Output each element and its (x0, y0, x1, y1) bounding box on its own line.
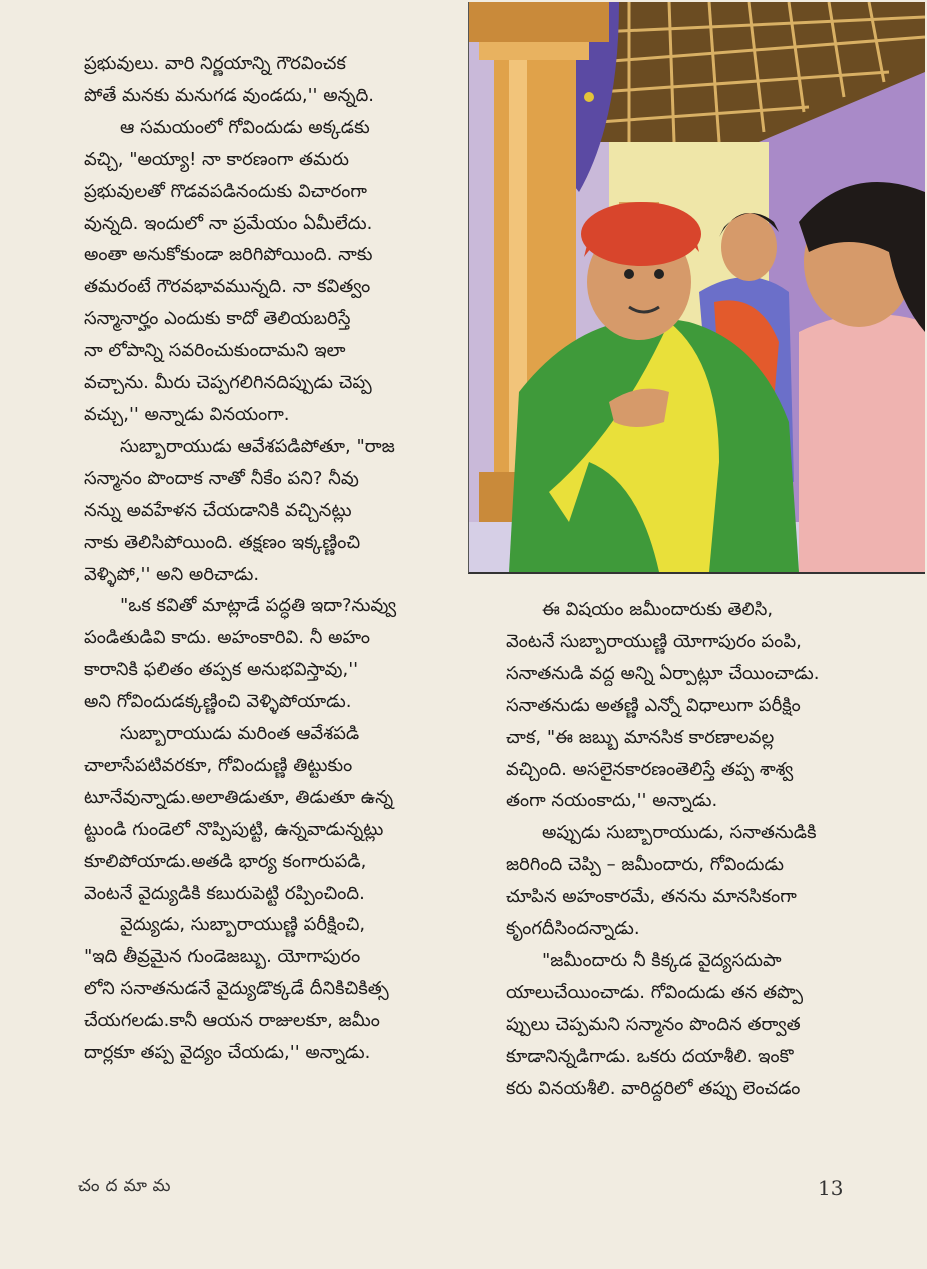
right-column-text-line: సనాతనుడి వద్ద అన్ని ఏర్పాట్లూ చేయించాడు. (506, 662, 820, 684)
left-column-text-line: ట్టుండి గుండెలో నొప్పిపుట్టి, ఉన్నవాడున్నట్లు (84, 818, 384, 840)
left-column-text-line: దార్లకూ తప్ప వైద్యం చేయడు,'' అన్నాడు. (84, 1042, 371, 1064)
left-column-text-line: అని గోవిందుడక్కణ్ణించి వెళ్ళిపోయాడు. (84, 691, 352, 713)
left-column-text-line: వైద్యుడు, సుబ్బారాయుణ్ణి పరీక్షించి, (120, 914, 366, 936)
left-column-text-line: సన్మానం పొందాక నాతో నీకేం పని? నీవు (84, 467, 359, 489)
right-column-text-line: అప్పుడు సుబ్బారాయుడు, సనాతనుడికి (542, 822, 817, 844)
left-column-text-line: ఆ సమయంలో గోవిందుడు అక్కడకు (120, 116, 370, 138)
left-column-text-line: "ఒక కవితో మాట్లాడే పద్ధతి ఇదా?నువ్వు (120, 595, 397, 617)
right-column-text-line: కూడానిన్నడిగాడు. ఒకరు దయాశీలి. ఇంకొ (506, 1045, 794, 1067)
page-number: 13 (818, 1176, 844, 1200)
left-column-text-line: "ఇది తీవ్రమైన గుండెజబ్బు. యోగాపురం (84, 946, 361, 968)
left-column-text-line: వచ్చు,'' అన్నాడు వినయంగా. (84, 403, 290, 425)
left-column-text-line: చాలాసేపటివరకూ, గోవిందుణ్ణి తిట్టుకుం (84, 754, 353, 776)
left-column-text-line: అంతా అనుకోకుండా జరిగిపోయింది. నాకు (84, 244, 373, 266)
right-column-text-line: వచ్చింది. అసలైనకారణంతెలిస్తే తప్ప శాశ్వ (506, 758, 794, 780)
right-column-text-line: కరు వినయశీలి. వారిద్దరిలో తప్పు లెంచడం (506, 1077, 801, 1099)
left-column-text-line: టూనేవున్నాడు.అలాతిడుతూ, తిడుతూ ఉన్న (84, 786, 394, 808)
left-column-text-line: సుబ్బారాయుడు ఆవేశపడిపోతూ, "రాజ (120, 435, 395, 457)
right-column-text-line: చాక, "ఈ జబ్బు మానసిక కారణాలవల్ల (506, 726, 775, 748)
left-column-text-line: నా లోపాన్ని సవరించుకుందామని ఇలా (84, 340, 346, 362)
left-column-text-line: వున్నది. ఇందులో నా ప్రమేయం ఏమీలేదు. (84, 212, 373, 234)
left-column-text-line: పండితుడివి కాదు. అహంకారివి. నీ అహం (84, 627, 371, 649)
left-column-text-line: సన్మానార్హం ఎందుకు కాదో తెలియబరిస్తే (84, 308, 351, 330)
left-column-text-line: చేయగలడు.కానీ ఆయన రాజులకూ, జమీం (84, 1010, 380, 1032)
right-column-text-line: చూపిన అహంకారమే, తనను మానసికంగా (506, 886, 797, 908)
right-column-text-line: "జమీందారు నీ కిక్కడ వైద్యసదుపా (542, 949, 782, 971)
left-column-text-line: లోని సనాతనుడనే వైద్యుడొక్కడే దీనికిచికిత్స (84, 978, 389, 1000)
right-column-text-line: సనాతనుడు అతణ్ణి ఎన్నో విధాలుగా పరీక్షిం (506, 694, 801, 716)
left-column-text-line: కూలిపోయాడు.అతడి భార్య కంగారుపడి, (84, 850, 367, 872)
right-column-text-line: కృంగదీసిందన్నాడు. (506, 918, 640, 940)
left-column-text-line: వెంటనే వైద్యుడికి కబురుపెట్టి రప్పించింది. (84, 882, 365, 904)
left-column-text-line: నాకు తెలిసిపోయింది. తక్షణం ఇక్కణ్ణించి (84, 531, 361, 553)
story-illustration (468, 2, 925, 574)
right-column-text-line: ప్పులు చెప్పమని సన్మానం పొందిన తర్వాత (506, 1013, 801, 1035)
left-column-text-line: వచ్చాను. మీరు చెప్పగలిగినదిప్పుడు చెప్ప (84, 372, 372, 394)
left-column-text-line: నన్ను అవహేళన చేయడానికి వచ్చినట్లు (84, 499, 352, 521)
left-column-text-line: కారానికి ఫలితం తప్పక అనుభవిస్తావు,'' (84, 659, 359, 681)
left-column-text-line: ప్రభువులతో గొడవపడినందుకు విచారంగా (84, 180, 368, 202)
magazine-name: చందమామ (78, 1176, 177, 1196)
right-column-text-line: తంగా నయంకాదు,'' అన్నాడు. (506, 790, 718, 812)
left-column-text-line: వచ్చి, "అయ్యా! నా కారణంగా తమరు (84, 148, 349, 170)
left-column-text-line: పోతే మనకు మనుగడ వుండదు,'' అన్నది. (84, 84, 375, 106)
right-column-text-line: ఈ విషయం జమీందారుకు తెలిసి, (542, 599, 774, 620)
left-column-text-line: వెళ్ళిపో,'' అని అరిచాడు. (84, 563, 260, 585)
illustration-drawing (469, 2, 925, 572)
left-column-text-line: తమరంటే గౌరవభావమున్నది. నా కవిత్వం (84, 276, 371, 298)
story-text-left-column (84, 48, 468, 1069)
story-text-right-column (506, 594, 858, 1105)
left-column-text-line: సుబ్బారాయుడు మరింత ఆవేశపడి (120, 723, 360, 745)
right-column-text-line: జరిగింది చెప్పి – జమీందారు, గోవిందుడు (506, 854, 784, 876)
left-column-text-line: ప్రభువులు. వారి నిర్ణయాన్ని గౌరవించక (84, 53, 346, 74)
right-column-text-line: యాలుచేయించాడు. గోవిందుడు తన తప్పొ (506, 981, 804, 1003)
right-column-text-line: వెంటనే సుబ్బారాయుణ్ణి యోగాపురం పంపి, (506, 630, 802, 652)
